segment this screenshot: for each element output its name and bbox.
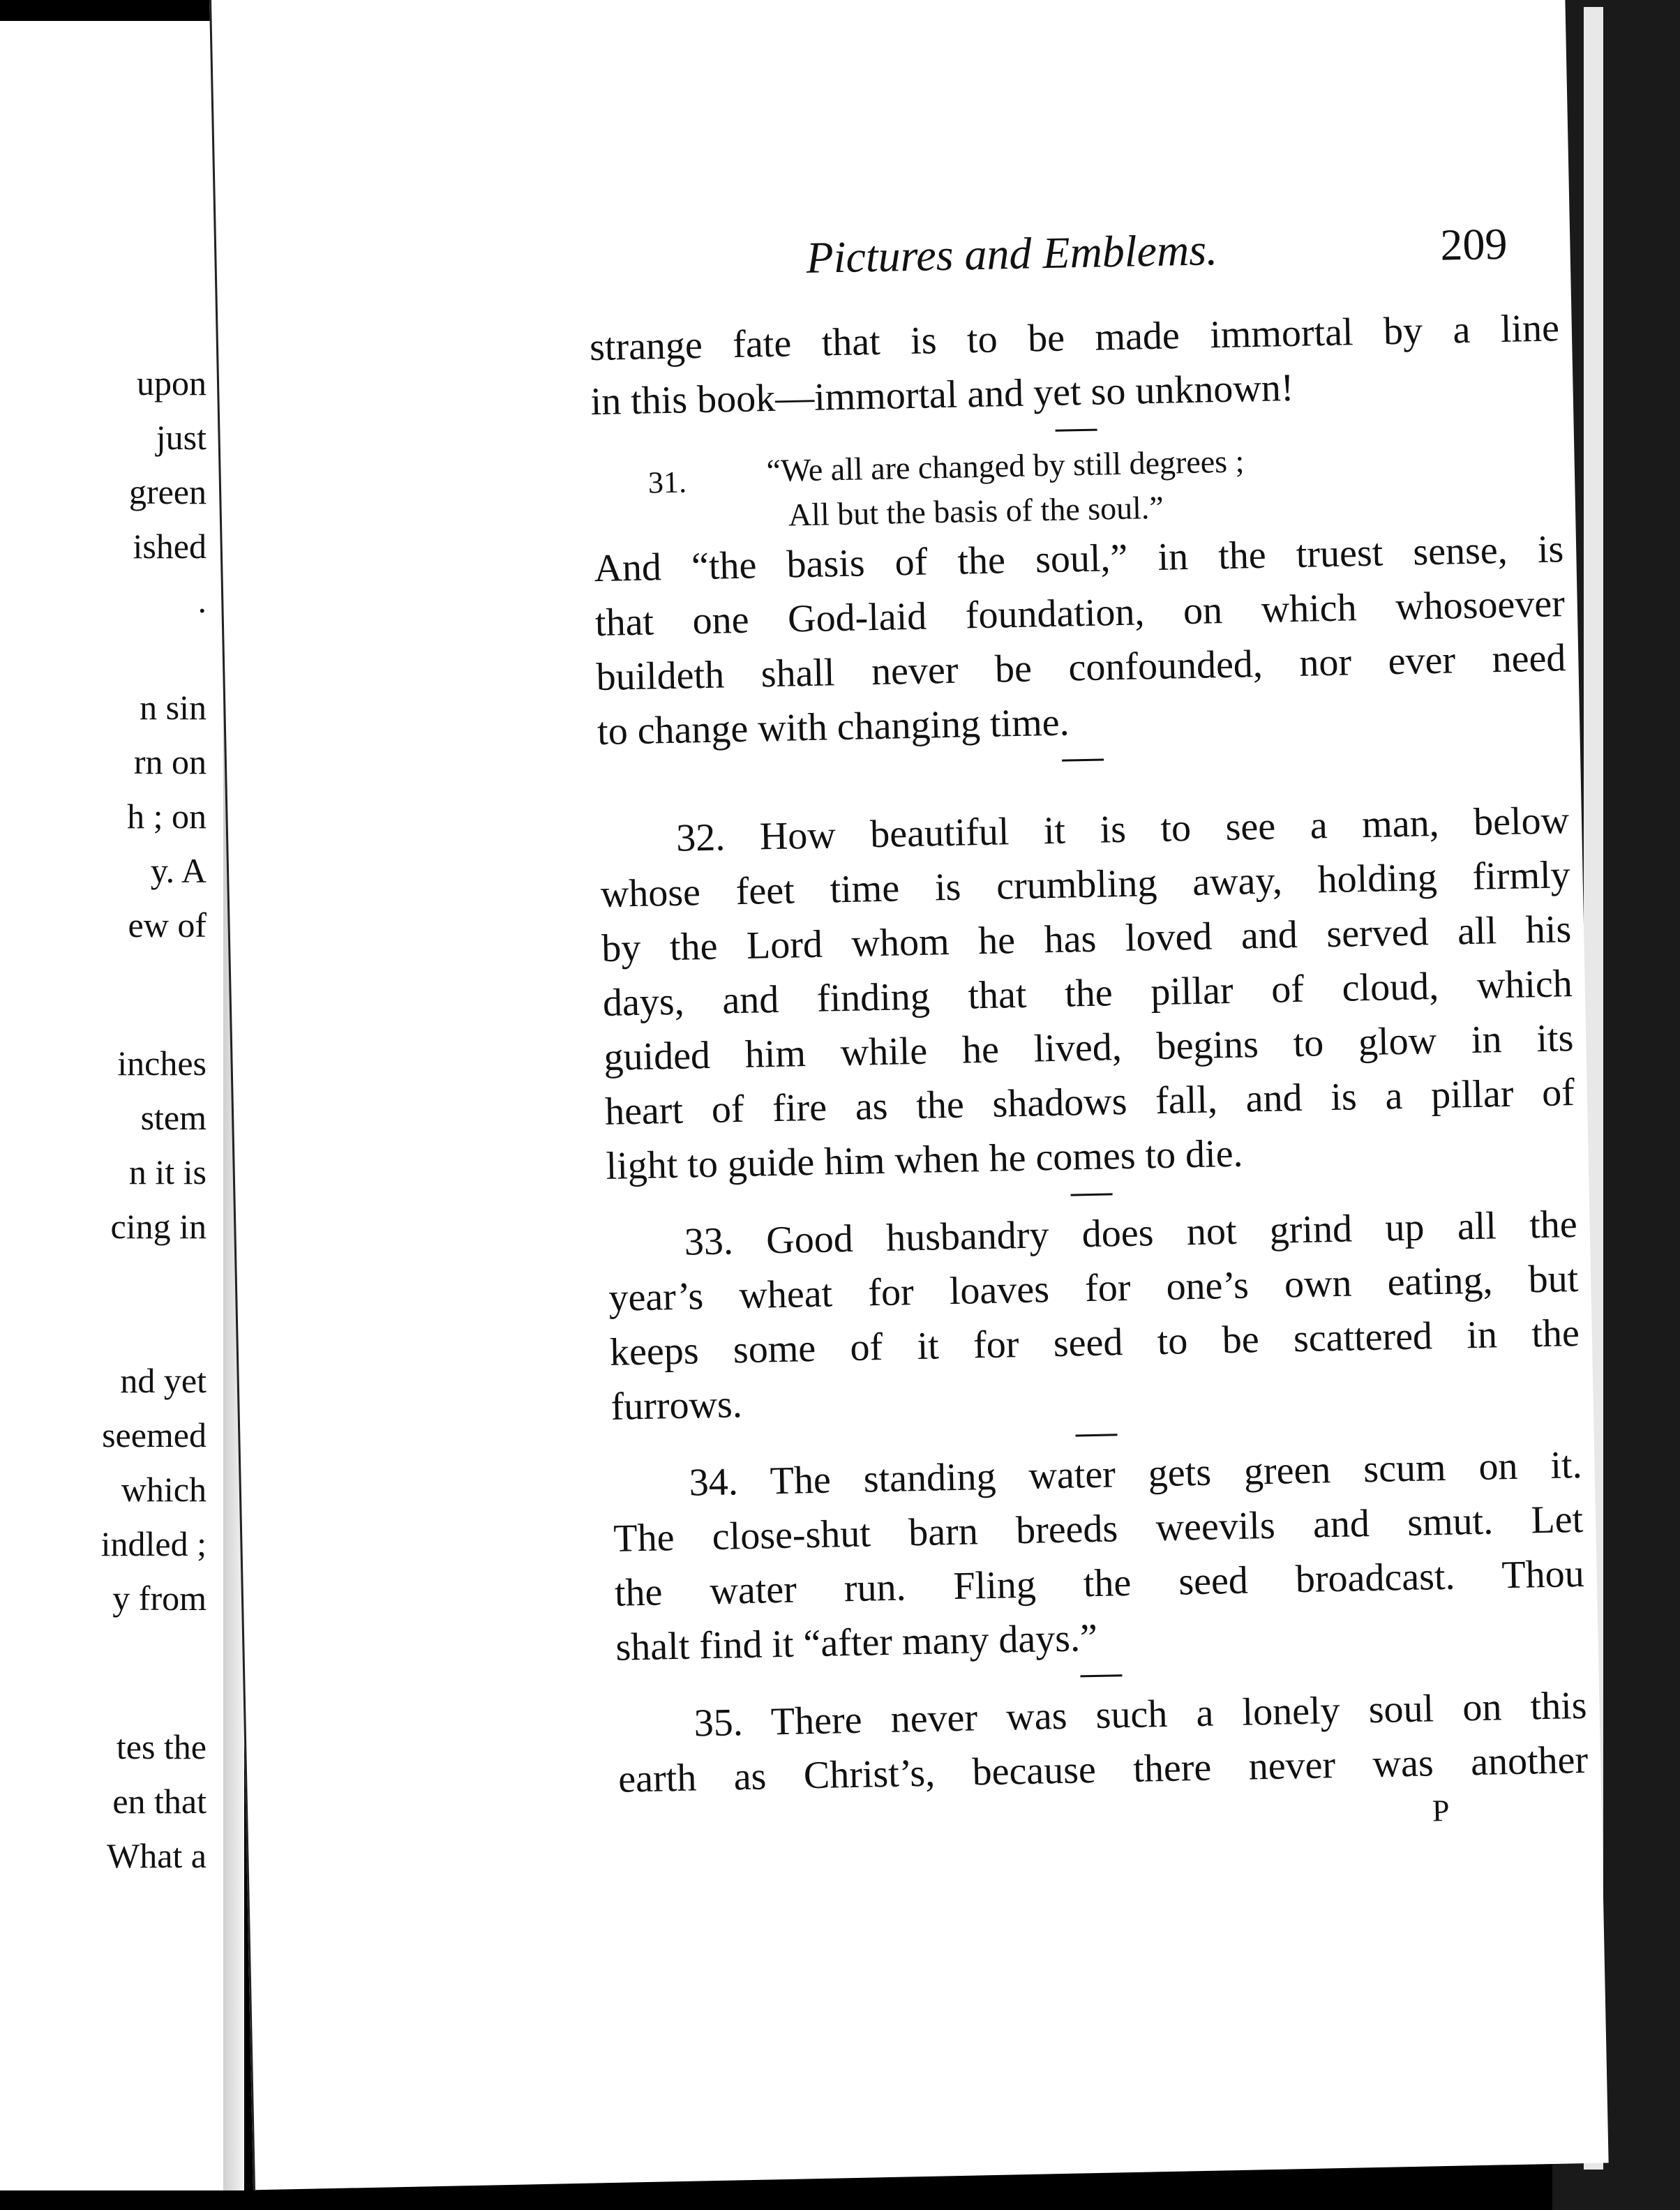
section-separator xyxy=(1056,429,1097,432)
text-line: 33. Good husbandry does not grind up all the xyxy=(684,1203,1578,1264)
text-line: buildeth shall never be confounded, nor ever need xyxy=(595,636,1566,700)
running-head xyxy=(590,217,1584,283)
section-separator xyxy=(1076,1434,1118,1436)
section-separator xyxy=(1080,1674,1122,1677)
left-page-fragment: n sin xyxy=(140,688,207,727)
text-line: light to guide him when he comes to die. xyxy=(606,1132,1244,1188)
left-page-fragment: n it is xyxy=(128,1152,207,1192)
text-line: furrows. xyxy=(610,1383,743,1429)
left-page-fragment: rn on xyxy=(133,742,207,781)
section-number: 31. xyxy=(647,465,687,500)
main-page xyxy=(209,0,1609,2190)
left-page-fragment: nd yet xyxy=(120,1361,207,1400)
text-line: shalt find it “after many days.” xyxy=(615,1616,1098,1669)
text-line: 34. The standing water gets green scum on it. xyxy=(689,1443,1583,1505)
text-line: to change with changing time. xyxy=(597,700,1070,754)
text-line: earth as Christ’s, because there never was another xyxy=(617,1738,1589,1801)
left-page-fragment: y. A xyxy=(150,851,207,890)
page-number: 209 xyxy=(1439,218,1508,270)
signature-mark: P xyxy=(1432,1793,1450,1828)
text-line: the water run. Fling the seed broadcast. Thou xyxy=(614,1551,1585,1615)
left-page-fragment: en that xyxy=(112,1782,207,1821)
left-page-fragment: y from xyxy=(112,1579,207,1618)
text-line: guided him while he lived, begins to glow in its xyxy=(603,1016,1574,1079)
text-line: days, and finding that the pillar of cloud, which xyxy=(602,962,1573,1025)
running-title: Pictures and Emblems. xyxy=(805,225,1218,283)
left-page-fragment: inches xyxy=(117,1044,207,1083)
left-page-fragment: green xyxy=(128,472,207,511)
text-line: in this book—immortal and yet so unknown! xyxy=(590,366,1295,424)
text-line: 35. There never was such a lonely soul on this xyxy=(693,1683,1588,1745)
left-page-fragment: upon xyxy=(137,363,207,403)
left-page-fragment: tes the xyxy=(116,1727,207,1766)
text-block xyxy=(589,301,1589,1844)
left-page-fragment: which xyxy=(121,1470,207,1509)
facing-page-left xyxy=(0,21,225,2190)
text-line: 32. How beautiful it is to see a man, below xyxy=(675,799,1570,860)
left-page-fragment: ew of xyxy=(128,905,207,945)
section-separator xyxy=(1062,758,1104,761)
text-line: that one God-laid foundation, on which whosoever xyxy=(594,582,1566,645)
left-page-fragment: seemed xyxy=(102,1415,207,1454)
section-separator xyxy=(1071,1193,1113,1196)
left-page-fragment: indled ; xyxy=(100,1524,207,1563)
left-page-fragment: What a xyxy=(107,1836,207,1875)
left-page-fragment: just xyxy=(156,418,207,457)
text-line: year’s wheat for loaves for one’s own eating, but xyxy=(608,1256,1579,1320)
text-line: by the Lord whom he has loved and served all his xyxy=(601,908,1572,970)
text-line: The close-shut barn breeds weevils and smut. Let xyxy=(613,1497,1584,1561)
text-line: heart of fire as the shadows fall, and is a pillar of xyxy=(604,1071,1575,1134)
left-page-fragment: ished xyxy=(133,527,207,566)
verse-line: All but the basis of the soul.” xyxy=(788,489,1164,533)
text-line: And “the basis of the soul,” in the truest sense, is xyxy=(593,527,1564,591)
left-page-fragment: stem xyxy=(140,1098,207,1137)
verse-line: “We all are changed by still degrees ; xyxy=(766,443,1245,489)
text-line: whose feet time is crumbling away, holding firmly xyxy=(600,853,1571,916)
left-page-fragment: cing in xyxy=(110,1207,207,1246)
left-page-fragment: h ; on xyxy=(127,797,207,836)
left-page-fragment: . xyxy=(197,581,207,620)
text-line: strange fate that is to be made immortal by a line xyxy=(589,306,1560,370)
text-line: keeps some of it for seed to be scattered in the xyxy=(609,1311,1580,1374)
